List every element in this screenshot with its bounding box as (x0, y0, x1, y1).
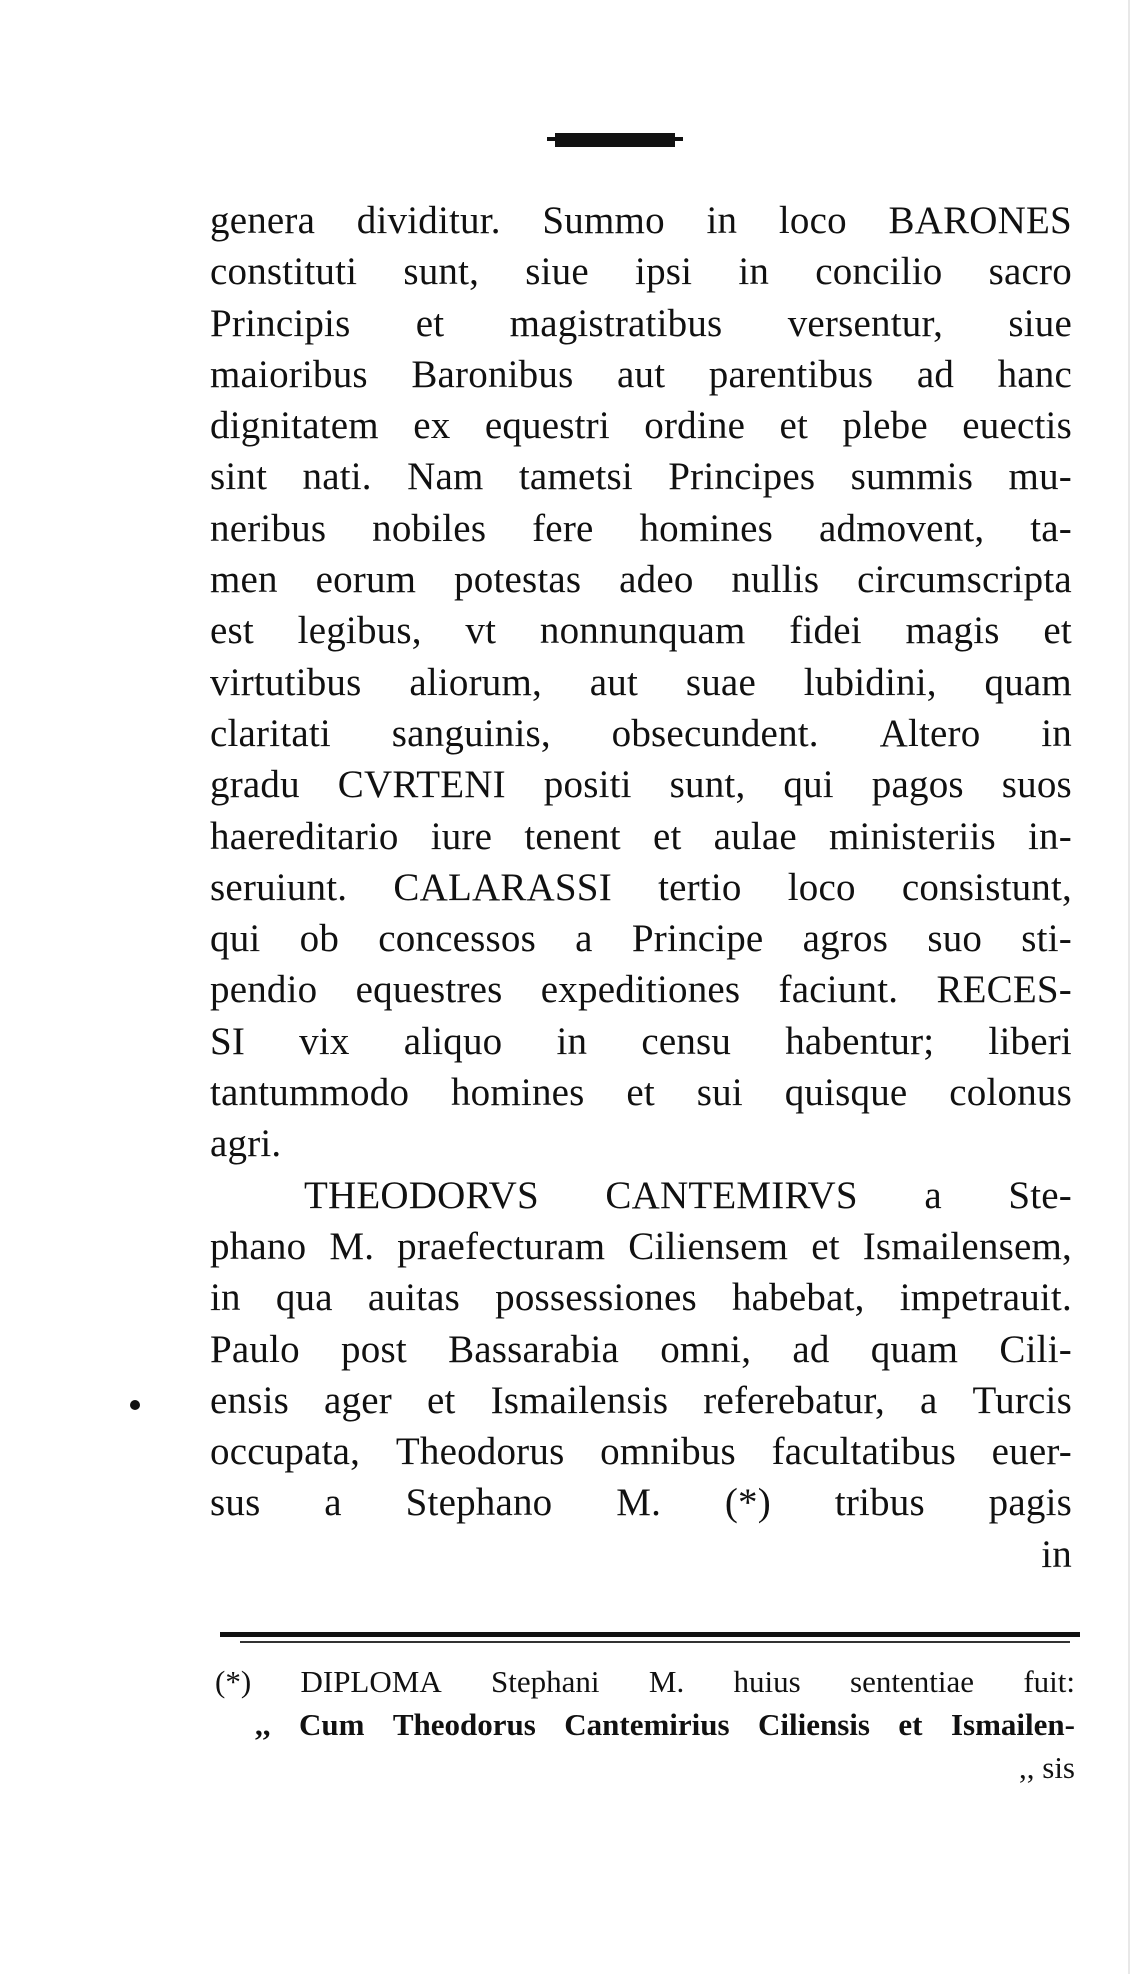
word: Stephani (491, 1664, 600, 1699)
word: (*) (724, 1481, 771, 1525)
word: Altero (879, 711, 981, 755)
word: est (210, 609, 254, 653)
text-line (210, 811, 1072, 862)
word: nati. (302, 455, 372, 499)
word: sacro (988, 250, 1072, 294)
word: habebat, (731, 1276, 865, 1320)
word: potestas (454, 558, 582, 602)
word: circumscripta (857, 558, 1072, 602)
word: dividitur. (356, 199, 501, 242)
word: aulae (713, 814, 797, 858)
word: ordine (644, 404, 746, 448)
word: claritati (210, 711, 331, 755)
word: ensis (210, 1378, 289, 1422)
text-line (210, 657, 1072, 708)
word: sunt, (403, 250, 480, 294)
text-line (210, 298, 1072, 349)
word: loco (787, 865, 856, 909)
word: Ismailen- (950, 1707, 1075, 1742)
word: lubidini, (803, 660, 937, 704)
text-line (210, 1272, 1072, 1323)
word: auitas (367, 1276, 461, 1320)
word: occupata, (210, 1430, 361, 1474)
text-line (210, 1375, 1072, 1426)
text-line (210, 1324, 1072, 1375)
footnote-rule (220, 1632, 1080, 1637)
word: in (1041, 711, 1072, 755)
word: M. (329, 1224, 375, 1268)
word: dignitatem (210, 404, 379, 448)
word: ex (413, 404, 451, 448)
word: pendio (210, 968, 318, 1012)
word: quam (984, 660, 1072, 704)
word: in (706, 199, 738, 242)
word: et (779, 404, 809, 448)
word: Principe (631, 917, 764, 961)
word: ta- (1030, 506, 1072, 550)
text-line (210, 913, 1072, 964)
word: tenent (524, 814, 621, 858)
word: admovent, (818, 506, 985, 550)
word: eorum (315, 558, 417, 602)
word: vt (465, 609, 497, 653)
word: Ste- (1008, 1173, 1072, 1217)
word: Cili- (999, 1327, 1072, 1371)
word: euectis (962, 404, 1072, 448)
word: magistratibus (509, 301, 723, 345)
footnote-catchword: ,, sis (1019, 1750, 1075, 1785)
word: post (341, 1327, 407, 1371)
word: Ismailensem, (862, 1224, 1072, 1268)
word: Stephano (405, 1481, 553, 1525)
word: in- (1028, 814, 1072, 858)
word: censu (641, 1019, 732, 1063)
word: facultatibus (771, 1430, 956, 1474)
word: versentur, (787, 301, 944, 345)
word: DIPLOMA (300, 1664, 442, 1699)
word: sus (210, 1481, 261, 1525)
word: et (898, 1707, 923, 1742)
word: colonus (949, 1071, 1072, 1115)
main-text (210, 195, 1072, 1580)
word: mu- (1008, 455, 1072, 499)
word: ,, (255, 1707, 271, 1742)
word: a (919, 1378, 938, 1422)
word: in (738, 250, 770, 294)
word: nullis (731, 558, 820, 602)
word: siue (1008, 301, 1072, 345)
word: et (426, 1378, 456, 1422)
word: consistunt, (901, 865, 1072, 909)
text-line (210, 1221, 1072, 1272)
text-line (210, 1170, 1072, 1221)
word: concilio (815, 250, 943, 294)
word: impetrauit. (899, 1276, 1072, 1320)
word: qui (210, 917, 261, 961)
word: constituti (210, 250, 358, 294)
word: sanguinis, (391, 711, 551, 755)
word: aliquo (403, 1019, 503, 1063)
word: suae (685, 660, 756, 704)
text-line (210, 964, 1072, 1015)
word: maioribus (210, 352, 368, 396)
word: sunt, (669, 763, 746, 807)
catchword: in (1041, 1532, 1072, 1576)
word: quisque (784, 1071, 908, 1115)
word: sint (210, 455, 268, 499)
header-ornament (555, 133, 675, 147)
text-line (210, 708, 1072, 759)
word: genera (210, 199, 316, 242)
word: Ismailensis (490, 1378, 669, 1422)
word: seruiunt. (210, 865, 348, 909)
word: ad (792, 1327, 830, 1371)
word: ministeriis (829, 814, 996, 858)
word: Principis (210, 301, 351, 345)
word: nobiles (372, 506, 487, 550)
word: ipsi (635, 250, 693, 294)
word: summis (850, 455, 974, 499)
word: neribus (210, 506, 327, 550)
word: nonnunquam (539, 609, 746, 653)
word: et (626, 1071, 655, 1115)
word: qui (783, 763, 834, 807)
word: THEODORVS (304, 1173, 539, 1217)
word: Baronibus (411, 352, 574, 396)
word: CANTEMIRVS (605, 1173, 858, 1217)
word: sententiae (850, 1664, 974, 1699)
word: obsecundent. (611, 711, 819, 755)
footnote-rule-thin (240, 1641, 1070, 1643)
word: BARONES (888, 199, 1072, 242)
word: M. (648, 1664, 685, 1699)
word: aut (589, 660, 639, 704)
word: CALARASSI (393, 865, 612, 909)
word: agros (802, 917, 889, 961)
word: gradu (210, 763, 300, 807)
word: Principes (668, 455, 816, 499)
text-line (210, 246, 1072, 297)
word: pagis (988, 1481, 1072, 1525)
word: aut (617, 352, 666, 396)
margin-dot (130, 1400, 140, 1410)
word: aliorum, (409, 660, 542, 704)
word: in (210, 1276, 241, 1320)
word: hanc (997, 352, 1072, 396)
word: phano (210, 1224, 307, 1268)
word: fuit: (1023, 1664, 1075, 1699)
word: praefecturam (397, 1224, 606, 1268)
text-line (210, 349, 1072, 400)
word: suos (1001, 763, 1072, 807)
word: tantummodo (210, 1071, 410, 1115)
word: liberi (988, 1019, 1072, 1063)
word: concessos (378, 917, 536, 961)
word: fere (532, 506, 594, 550)
word: homines (639, 506, 774, 550)
word: magis (905, 609, 1000, 653)
word: iure (430, 814, 493, 858)
word: Nam (407, 455, 484, 499)
word: possessiones (495, 1276, 697, 1320)
word: loco (778, 199, 847, 242)
word: men (210, 558, 278, 602)
word: et (811, 1224, 840, 1268)
word: tametsi (518, 455, 633, 499)
footnote-line (215, 1703, 1075, 1746)
word: et (415, 301, 445, 345)
text-line (210, 759, 1072, 810)
word: Ciliensem (628, 1224, 789, 1268)
word: equestres (355, 968, 503, 1012)
word: haereditario (210, 814, 399, 858)
word: Cantemirius (564, 1707, 730, 1742)
word: Cum (298, 1707, 365, 1742)
word: equestri (484, 404, 610, 448)
word: virtutibus (210, 660, 362, 704)
word: RECES- (936, 968, 1072, 1012)
text-line (210, 605, 1072, 656)
word: faciunt. (778, 968, 899, 1012)
word: vix (299, 1019, 350, 1063)
word: euer- (991, 1430, 1072, 1474)
word: siue (525, 250, 589, 294)
word: tribus (834, 1481, 925, 1525)
word: adeo (619, 558, 694, 602)
text-line (210, 554, 1072, 605)
word: ager (324, 1378, 392, 1422)
page-edge (1128, 0, 1130, 1974)
word: a (575, 917, 593, 961)
text-line (210, 400, 1072, 451)
word: a (324, 1481, 342, 1525)
word: et (1043, 609, 1072, 653)
word: et (652, 814, 682, 858)
word: qua (275, 1276, 333, 1320)
word: SI (210, 1019, 246, 1063)
text-line (210, 195, 1072, 246)
word: Theodorus (392, 1707, 536, 1742)
word: parentibus (708, 352, 874, 396)
word: Paulo (210, 1327, 300, 1371)
footnote-line (215, 1660, 1075, 1703)
word: habentur; (785, 1019, 935, 1063)
word: omnibus (600, 1430, 736, 1474)
word: huius (733, 1664, 801, 1699)
word: sui (696, 1071, 743, 1115)
word: legibus, (297, 609, 422, 653)
word: expeditiones (540, 968, 741, 1012)
word: fidei (789, 609, 862, 653)
text-line (210, 503, 1072, 554)
word: plebe (842, 404, 928, 448)
word: sti- (1021, 917, 1072, 961)
word: CVRTENI (337, 763, 506, 807)
word: referebatur, (703, 1378, 885, 1422)
word: suo (927, 917, 983, 961)
text-line (210, 1426, 1072, 1477)
word: tertio (658, 865, 742, 909)
text-line (210, 862, 1072, 913)
word: quam (870, 1327, 959, 1371)
word: (*) (215, 1664, 252, 1699)
footnote (215, 1660, 1075, 1789)
word: ad (916, 352, 955, 396)
text-line (210, 1016, 1072, 1067)
word: positi (543, 763, 632, 807)
word: in (556, 1019, 588, 1063)
text-line (210, 1067, 1072, 1118)
word: M. (616, 1481, 662, 1525)
word: Ciliensis (758, 1707, 870, 1742)
text-line: agri. (210, 1122, 282, 1166)
word: a (924, 1173, 942, 1217)
text-line (210, 451, 1072, 502)
word: ob (299, 917, 340, 961)
word: pagos (871, 763, 964, 807)
word: homines (450, 1071, 585, 1115)
word: omni, (660, 1327, 752, 1371)
word: Summo (542, 199, 665, 242)
text-line (210, 1477, 1072, 1528)
word: Bassarabia (448, 1327, 620, 1371)
word: Turcis (972, 1378, 1072, 1422)
word: Theodorus (395, 1430, 565, 1474)
